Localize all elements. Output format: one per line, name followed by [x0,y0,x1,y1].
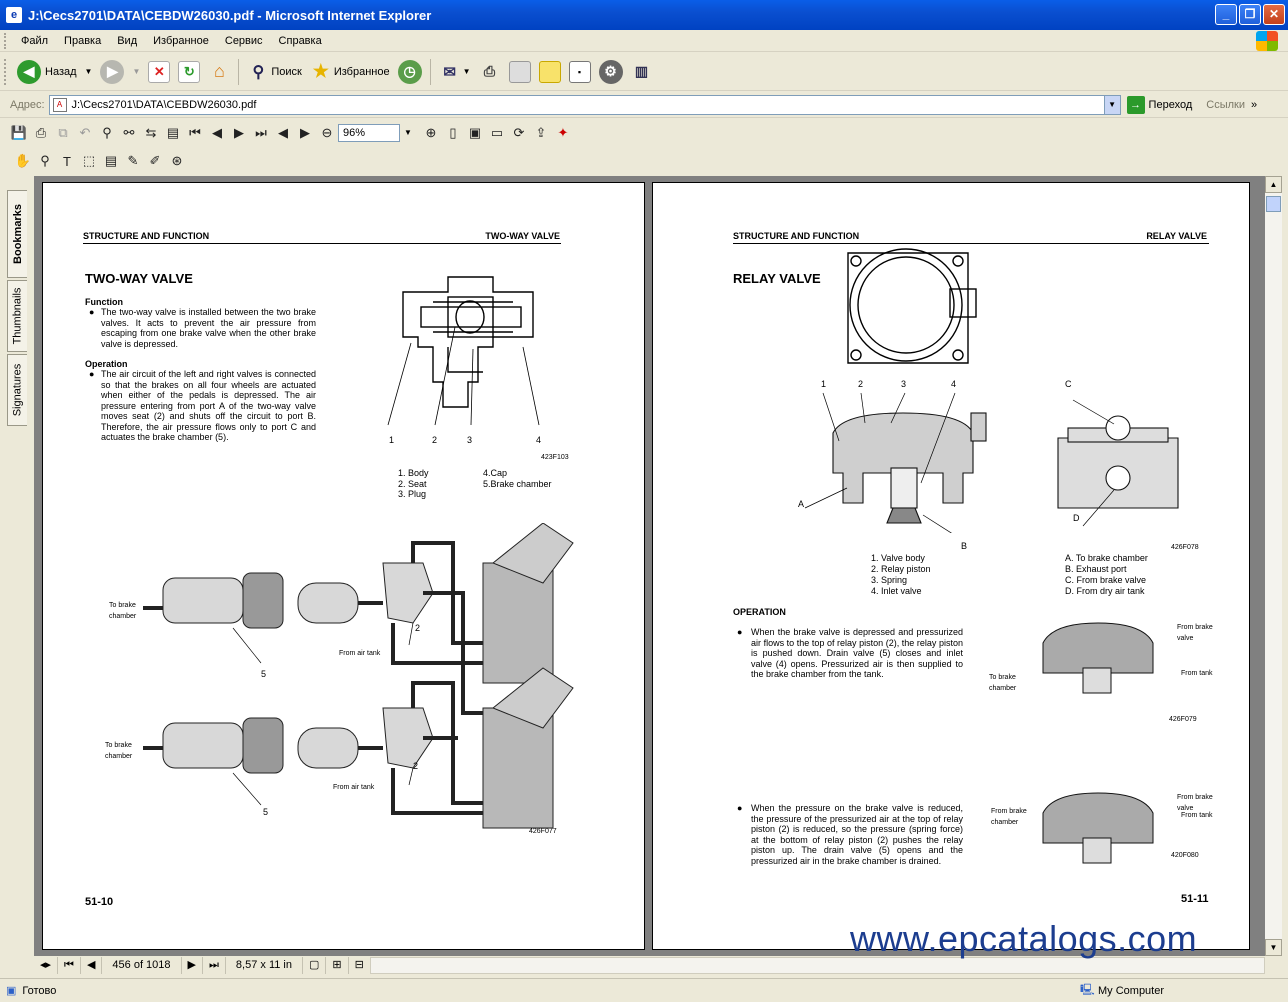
adobe-icon[interactable]: ✦ [557,125,569,140]
home-button[interactable] [204,56,234,88]
label-to-brake-chamber: To brake chamber [109,602,137,620]
zoom-value: 96% [343,127,366,139]
mail-button[interactable] [435,56,475,88]
legend-item: 2. Seat [398,479,427,489]
continuous-icon[interactable]: ⊞ [326,957,348,974]
last-page-icon[interactable]: ⏭ [255,125,267,140]
graphics-select-icon[interactable]: ⬚ [82,153,96,168]
fit-width-icon[interactable]: ▭ [490,125,504,140]
note-tool-icon[interactable]: ▤ [104,153,118,168]
actual-size-icon[interactable]: ▯ [449,125,457,140]
nav-toggle-icon[interactable]: ◂▸ [34,957,58,974]
stamp-icon[interactable]: ⊛ [171,153,183,168]
menu-edit[interactable]: Правка [64,34,102,47]
header-right: TWO-WAY VALVE [485,231,560,241]
title-bar[interactable] [0,0,1288,30]
figure-code: 423F103 [541,454,569,461]
find-icon[interactable]: ⚲ [102,125,112,140]
next-page-icon[interactable]: ▶ [182,957,203,974]
figure-code: 426F077 [529,828,557,835]
status-text: Готово [22,984,57,997]
first-page-icon[interactable]: ⏮ [189,125,201,140]
function-heading: Function [85,297,123,307]
messenger-button[interactable] [565,56,595,88]
last-page-icon[interactable]: ⏭ [203,957,226,974]
document-view[interactable] [34,176,1265,956]
save-icon[interactable]: 💾 [10,125,28,140]
address-value: J:\Cecs2701\DATA\CEBDW26030.pdf [71,98,257,111]
hand-tool-icon[interactable]: ✋ [14,153,32,168]
relay-valve-release-drawing [1033,783,1163,873]
callout-1: 1 [821,379,827,389]
search-icon[interactable]: ⚯ [123,125,135,140]
callout-3: 3 [901,379,907,389]
history-icon: ◷ [398,60,422,84]
edit-icon [509,61,531,83]
label-from-tank: From tank [1181,812,1213,819]
stop-icon: ✕ [148,61,170,83]
pdf-page-left [42,182,645,950]
callout-5: 5 [261,669,267,679]
label-from-brake-valve: From brake valve [1177,794,1213,812]
rotate-icon[interactable]: ⇆ [145,125,157,140]
research-button[interactable] [627,56,657,88]
tab-label: Signatures [11,363,24,417]
separator [238,59,239,85]
favorites-button[interactable] [306,56,394,88]
acrobat-toolbar-2 [0,148,1288,174]
chevron-down-icon[interactable]: ▼ [84,67,93,76]
legend-item: 1. Valve body [871,553,925,563]
scroll-thumb[interactable] [1266,196,1281,212]
tab-label: Bookmarks [11,204,24,264]
menu-tools[interactable]: Сервис [224,34,263,47]
toolbar-grip [4,59,7,85]
label-from-air-tank: From air tank [339,650,381,657]
legend-item: 3. Plug [398,489,427,499]
acrobat-toolbar-1 [0,119,1288,147]
print-button[interactable] [475,56,505,88]
document-icon: ▪ [569,61,591,83]
stop-button[interactable] [144,56,174,88]
next-page-icon[interactable]: ▶ [234,125,244,140]
edit-button[interactable] [505,56,535,88]
callout-3: 3 [467,435,473,445]
callout-1: 1 [389,435,395,445]
print-icon[interactable]: ⎙ [35,125,47,140]
operation-heading: Operation [85,359,128,369]
bullet-icon: ● [89,369,95,379]
navigation-tabs [0,176,34,956]
operation-heading: OPERATION [733,607,786,617]
next-view-icon[interactable]: ▶ [300,125,310,140]
menu-file[interactable]: Файл [21,34,49,47]
header-left: STRUCTURE AND FUNCTION [733,231,860,241]
mail-icon: ✉ [443,63,456,81]
research-icon: ▥ [634,63,649,79]
menu-bar [0,30,1288,52]
forward-arrow-icon: ▶ [100,60,124,84]
callout-2: 2 [415,623,421,633]
fit-page-icon[interactable]: ▣ [468,125,482,140]
legend-item: 4.Cap [483,468,508,478]
label-from-brake-valve: From brake valve [1177,624,1213,642]
relay-valve-section-drawing [803,383,993,533]
scroll-down-icon[interactable]: ▼ [1265,939,1282,956]
zoom-input[interactable] [338,124,412,142]
tab-bookmarks[interactable] [7,190,27,278]
single-page-icon[interactable]: ▢ [303,957,326,974]
callout-d: D [1073,513,1080,523]
links-label[interactable]: Ссылки [1206,98,1245,111]
undo-icon[interactable]: ↶ [79,125,91,140]
rotate-view-icon[interactable]: ⟳ [513,125,525,140]
figure-code: 426F078 [1171,544,1199,551]
legend-item: C. From brake valve [1065,575,1147,585]
operation-text-2: When the pressure on the brake valve is reduced, the pressure of the pressurized air at the top of relay piston (2) is reduced, so the pressure (spring force) at the bottom of relay piston (2) pushes the relay piston up. The drain valve (5) opens and the pressurized air in the brake chamber is drained. [751,803,963,866]
separator [430,59,431,85]
bookmark-panel-icon[interactable]: ▤ [166,125,180,140]
operation-text: The air circuit of the left and right valves is connected so that the brakes on all four wheels are actuated when either of the pedals is depressed. The air pressure entering from port A of the two-way valve moves seat (2) and shuts off the circuit to port B. Therefore, the air pressure flows only to port C and actuates the brake chamber (5). [101,369,316,442]
star-icon: ★ [312,61,329,81]
callout-4: 4 [951,379,957,389]
label-from-brake-chamber: From brake chamber [991,808,1027,826]
first-page-icon[interactable]: ⏮ [58,957,81,974]
legend-item: 3. Spring [871,575,908,585]
chevron-down-icon[interactable]: ▼ [462,67,471,76]
relay-valve-top-view [838,243,988,373]
favorites-label: Избранное [333,65,390,78]
pdf-page-right [652,182,1250,950]
tab-label: Thumbnails [11,287,24,345]
callout-2: 2 [858,379,864,389]
chevron-down-icon[interactable]: ▼ [1104,96,1120,114]
operation-text-1: When the brake valve is depressed and pressurized air flows to the top of relay piston (2), the relay piston is pushed down. Drain valve (5) closes and inlet valve (4) opens. Pressurized air is then supplied to the brake chamber from the tank. [751,627,963,679]
tool-button[interactable] [595,56,627,88]
header-rule [83,243,561,244]
back-button[interactable] [13,56,96,88]
callout-b: B [961,541,968,551]
relay-valve-apply-drawing [1033,613,1163,703]
highlight-icon[interactable]: ✐ [149,153,161,168]
maximize-button[interactable]: ❐ [1239,4,1261,25]
menu-view[interactable]: Вид [117,34,138,47]
search-icon: ⚲ [252,63,265,81]
address-bar [0,92,1288,118]
function-text: The two-way valve is installed between the two brake valves. It acts to prevent the air pressure from escaping from one brake valve when the other brake valve is depressed. [101,307,316,349]
zone-text: My Computer [1098,984,1165,997]
vertical-scrollbar[interactable] [1265,176,1282,956]
relay-valve-side-view [1048,398,1188,528]
two-way-valve-drawing [373,267,573,457]
legend-item: B. Exhaust port [1065,564,1127,574]
print-icon: ⎙ [483,63,496,79]
forward-button[interactable] [96,56,144,88]
text-select-icon[interactable]: T [63,153,71,169]
figure-code: 420F080 [1171,852,1199,859]
prev-view-icon[interactable]: ◀ [278,125,288,140]
prev-page-icon[interactable]: ◀ [81,957,102,974]
label-from-tank: From tank [1181,670,1213,677]
windows-logo-icon [1256,31,1278,51]
pencil-icon[interactable]: ✎ [127,153,139,168]
callout-a: A [798,499,805,509]
back-label: Назад [45,65,77,78]
bullet-icon: ● [737,627,743,637]
zoom-out-icon[interactable]: ⊖ [321,125,333,140]
label-to-brake-chamber: To brake chamber [105,742,133,760]
zoom-tool-icon[interactable]: ⚲ [40,153,50,168]
zoom-in-icon[interactable]: ⊕ [425,125,437,140]
tab-signatures[interactable] [7,354,27,426]
search-label: Поиск [271,65,302,78]
gear-icon: ⚙ [599,60,623,84]
note-icon [539,61,561,83]
legend-item: 5.Brake chamber [483,479,552,489]
window-title: J:\Cecs2701\DATA\CEBDW26030.pdf - Microsoft Internet Explorer [28,7,432,23]
header-right: RELAY VALVE [1146,231,1207,241]
callout-c: C [1065,379,1072,389]
page-number: 51-11 [1181,893,1209,905]
header-left: STRUCTURE AND FUNCTION [83,231,210,241]
prev-page-icon[interactable]: ◀ [212,125,222,140]
toolbar-grip [4,33,7,49]
page-icon: ▣ [6,985,17,997]
refresh-button[interactable] [174,56,204,88]
address-label: Адрес: [10,98,45,111]
page-size: 8,57 x 11 in [226,957,303,974]
chevron-down-icon[interactable]: ▼ [132,67,141,76]
page-counter[interactable]: 456 of 1018 [102,957,181,974]
callout-5: 5 [263,807,269,817]
page-title: TWO-WAY VALVE [85,271,193,286]
pdf-file-icon: A [53,98,67,112]
legend-item: 1. Body [398,468,429,478]
figure-code: 426F079 [1169,716,1197,723]
page-title: RELAY VALVE [733,271,821,286]
refresh-icon: ↻ [178,61,200,83]
chevron-down-icon[interactable]: ▼ [404,128,412,137]
page-number: 51-10 [85,896,114,908]
bullet-icon: ● [89,307,95,317]
history-button[interactable] [394,56,426,88]
label-to-brake-chamber: To brake chamber [989,674,1017,692]
bullet-icon: ● [737,803,743,813]
tab-thumbnails[interactable] [7,280,27,352]
callout-2: 2 [432,435,438,445]
facing-icon[interactable]: ⊟ [349,957,371,974]
go-button[interactable] [1127,96,1193,114]
menu-favorites[interactable]: Избранное [153,34,209,47]
legend-item: 2. Relay piston [871,564,931,574]
address-input[interactable] [49,95,1121,115]
label-from-air-tank: From air tank [333,784,375,791]
ie-logo-icon: e [6,7,22,23]
discuss-button[interactable] [535,56,565,88]
go-label: Переход [1148,98,1193,111]
legend-item: D. From dry air tank [1065,586,1145,596]
legend-item: 4. Inlet valve [871,586,922,596]
callout-2: 2 [413,761,419,771]
menu-help[interactable]: Справка [278,34,322,47]
computer-icon: 🖳 [1080,984,1095,996]
scroll-up-icon[interactable]: ▲ [1265,176,1282,193]
watermark: www.epcatalogs.com [850,918,1198,959]
status-bar [0,978,1288,1002]
legend-item: A. To brake chamber [1065,553,1148,563]
export-icon[interactable]: ⇪ [535,125,547,140]
copy-icon[interactable]: ⧉ [58,125,68,140]
search-button[interactable] [243,56,305,88]
chevron-right-icon[interactable]: » [1250,98,1258,111]
home-icon: ⌂ [213,61,225,81]
close-button[interactable]: ✕ [1263,4,1285,25]
minimize-button[interactable]: _ [1215,4,1237,25]
callout-4: 4 [536,435,542,445]
ie-toolbar [0,53,1288,91]
back-arrow-icon: ◀ [17,60,41,84]
go-arrow-icon: → [1127,96,1145,114]
